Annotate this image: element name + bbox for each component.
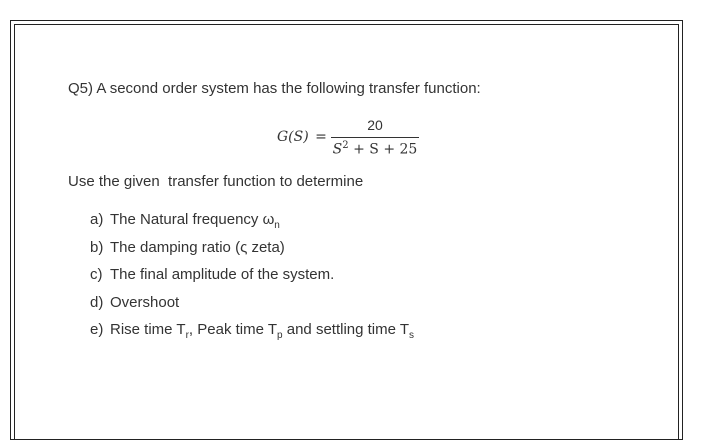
item-marker: b) [90,238,104,256]
fraction-bar [331,137,419,138]
task-list [90,210,414,348]
question-text: Q5) A second order system has the following transfer function: [68,80,481,97]
item-text: Overshoot [110,293,180,311]
item-text: The damping ratio (ς zeta) [110,238,285,256]
item-text: Rise time T [110,321,186,338]
item-marker: c) [90,266,103,283]
list-item [90,265,414,293]
transfer-function-equation [277,115,437,161]
instruction-text: Use the given transfer function to determine [68,173,364,190]
equation-lhs [277,129,327,145]
numerator: 20 [367,117,383,133]
list-item [90,320,414,348]
item-text: and settling time T [282,321,410,338]
item-marker: a) [90,211,104,228]
denominator-variable: S [332,141,343,158]
item-marker: e) [90,321,104,338]
item-text: , Peak time T [188,321,278,338]
denominator-exponent: 2 [342,140,349,151]
item-text: The final amplitude of the system. [110,266,335,283]
item-marker: d) [90,293,104,311]
list-item [90,210,414,238]
list-item [90,293,414,321]
item-subscript: p [277,330,283,341]
item-subscript: s [409,330,415,341]
item-subscript: n [274,220,280,231]
denominator-remainder: + S + 25 [348,141,418,158]
equation-lhs-symbol: G(S) [277,129,309,145]
fraction [331,115,419,161]
denominator [331,140,419,158]
item-text: The Natural frequency ω [110,211,275,228]
list-item [90,238,414,266]
equals-sign: = [315,129,327,145]
item-subscript: r [185,330,189,341]
